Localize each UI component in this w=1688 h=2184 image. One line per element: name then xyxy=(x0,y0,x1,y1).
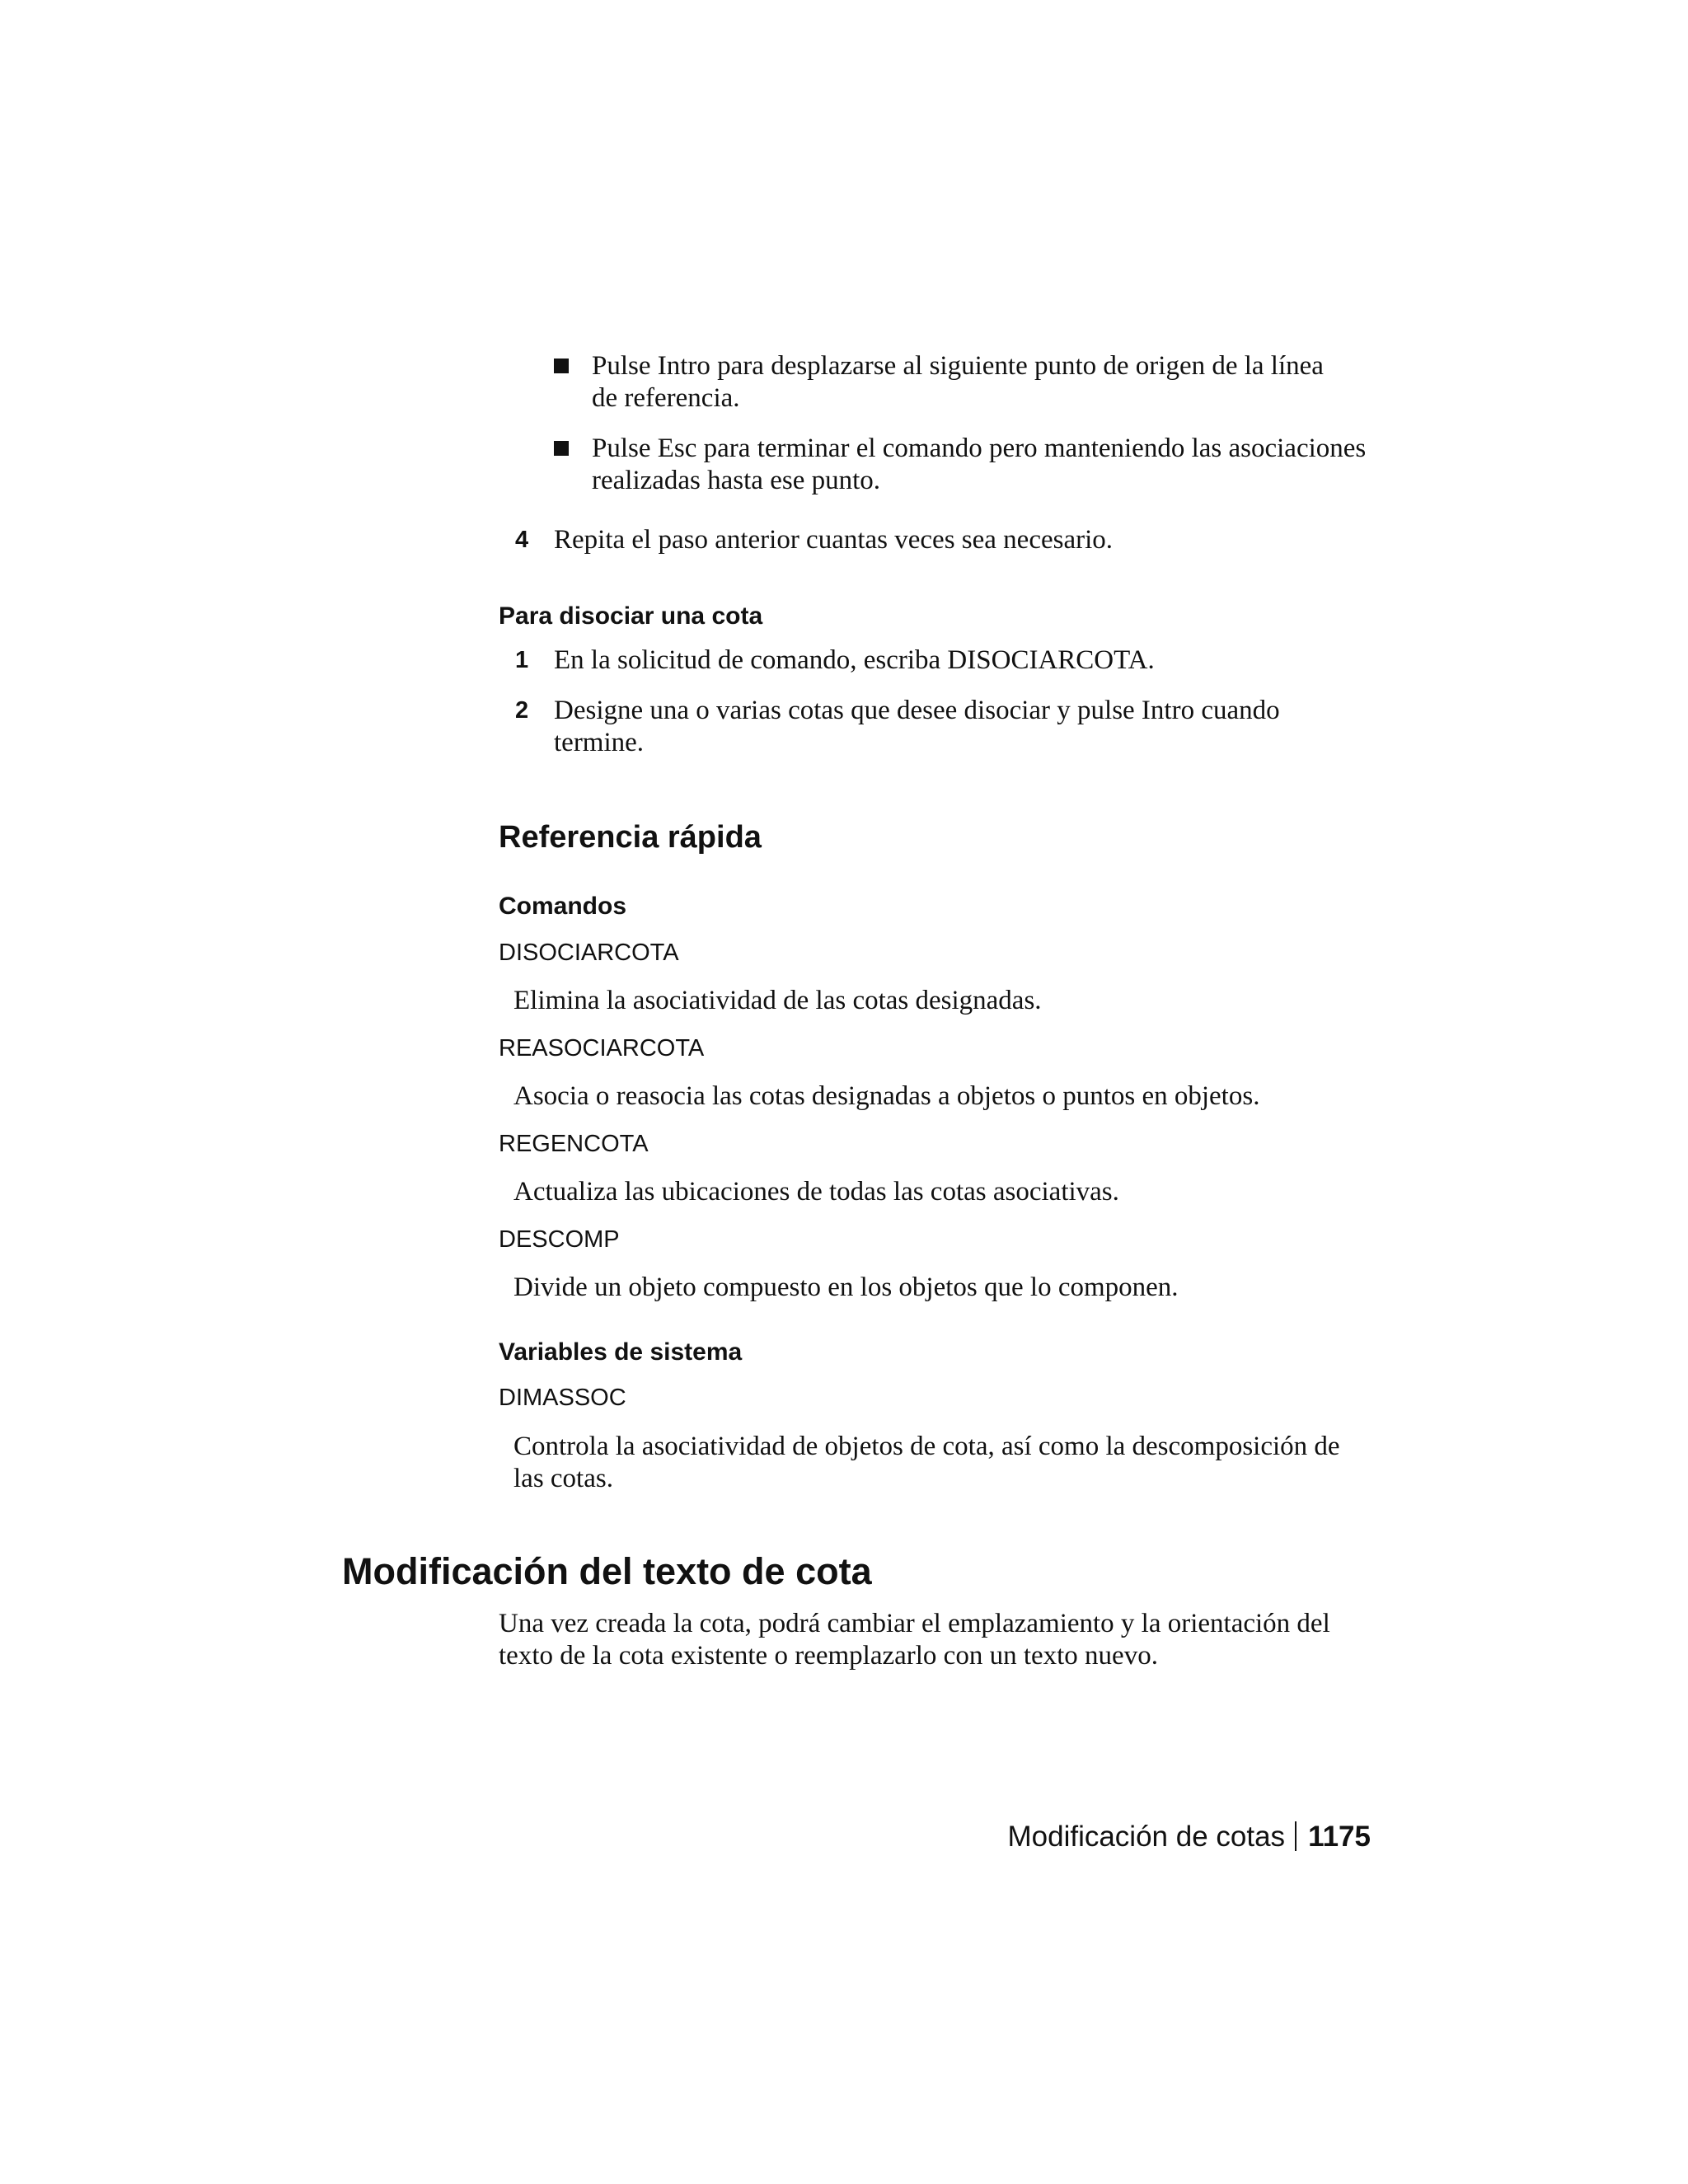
step-number: 4 xyxy=(515,527,529,553)
command-name: REASOCIARCOTA xyxy=(499,1035,705,1062)
page-footer xyxy=(1007,1820,1371,1854)
bullet-line: Pulse Esc para terminar el comando pero manteniendo las asociaciones xyxy=(592,434,1367,463)
step-text: En la solicitud de comando, escriba DISOCIARCOTA. xyxy=(554,645,1155,675)
bullet-square-icon xyxy=(554,359,569,373)
step-text xyxy=(554,695,1403,759)
step-line: Designe una o varias cotas que desee disociar y pulse Intro cuando xyxy=(554,696,1280,725)
step-number: 2 xyxy=(515,697,529,724)
step-item xyxy=(515,644,1422,677)
command-name: DISOCIARCOTA xyxy=(499,940,679,966)
command-name: REGENCOTA xyxy=(499,1131,649,1157)
bullet-text xyxy=(592,433,1416,497)
main-section-heading: Modificación del texto de cota xyxy=(342,1550,872,1592)
paragraph-line: Una vez creada la cota, podrá cambiar el emplazamiento y la orientación del xyxy=(499,1609,1330,1638)
command-description: Actualiza las ubicaciones de todas las cotas asociativas. xyxy=(513,1177,1119,1207)
procedure-heading: Para disociar una cota xyxy=(499,602,763,630)
sysvar-line: las cotas. xyxy=(513,1464,613,1493)
bullet-square-icon xyxy=(554,441,569,456)
page-number: 1175 xyxy=(1308,1821,1371,1853)
step-text: Repita el paso anterior cuantas veces sea necesario. xyxy=(554,525,1114,555)
commands-heading: Comandos xyxy=(499,893,627,920)
sysvar-line: Controla la asociatividad de objetos de cota, así como la descomposición de xyxy=(513,1432,1340,1461)
step-item xyxy=(515,524,1422,557)
sysvars-heading: Variables de sistema xyxy=(499,1338,743,1366)
bullet-line: realizadas hasta ese punto. xyxy=(592,466,881,495)
command-description: Elimina la asociatividad de las cotas designadas. xyxy=(513,986,1042,1015)
command-name: DESCOMP xyxy=(499,1226,620,1253)
bullet-text xyxy=(592,350,1416,415)
footer-divider xyxy=(1295,1821,1296,1851)
bullet-line: de referencia. xyxy=(592,383,740,413)
step-line: termine. xyxy=(554,728,645,757)
section-heading: Referencia rápida xyxy=(499,820,762,855)
command-description: Divide un objeto compuesto en los objetos que lo componen. xyxy=(513,1272,1179,1302)
sysvar-name: DIMASSOC xyxy=(499,1385,626,1411)
paragraph-line: texto de la cota existente o reemplazarlo con un texto nuevo. xyxy=(499,1641,1158,1671)
footer-section-title: Modificación de cotas xyxy=(1007,1821,1286,1853)
bullet-item xyxy=(554,433,1378,499)
step-number: 1 xyxy=(515,647,529,673)
sysvar-description xyxy=(513,1431,1387,1495)
modify-text-paragraph xyxy=(499,1608,1405,1672)
bullet-line: Pulse Intro para desplazarse al siguiente punto de origen de la línea xyxy=(592,351,1324,381)
step-item xyxy=(515,695,1422,761)
bullet-item xyxy=(554,350,1378,416)
command-description: Asocia o reasocia las cotas designadas a objetos o puntos en objetos. xyxy=(513,1081,1260,1111)
